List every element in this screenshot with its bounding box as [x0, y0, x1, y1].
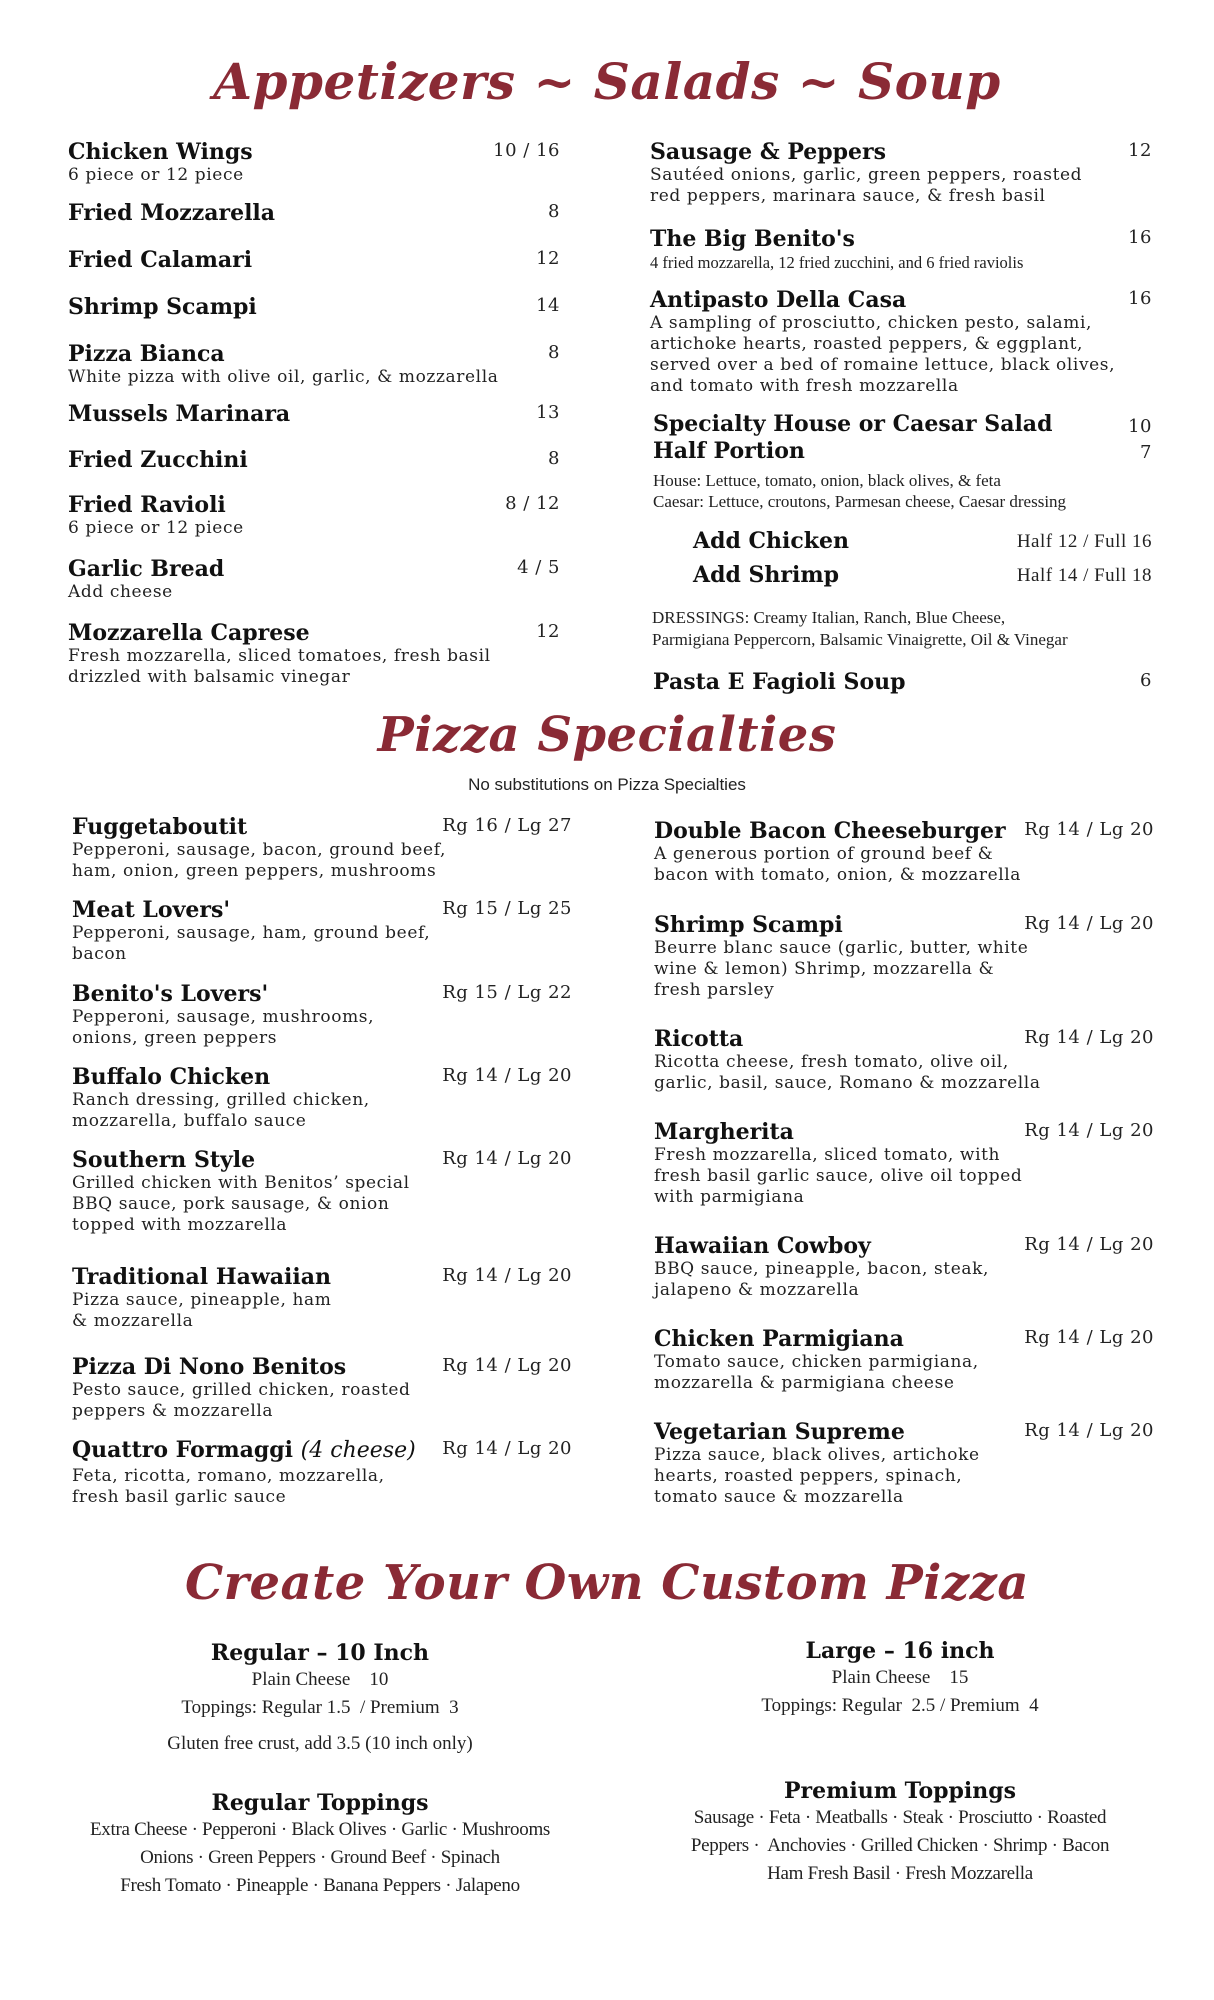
- item-price: Rg 14 / Lg 20: [442, 1438, 572, 1459]
- toppings-title: Regular Toppings: [211, 1790, 429, 1816]
- menu-item: [72, 898, 572, 965]
- menu-item: [68, 493, 560, 539]
- gluten-free-note: Gluten free crust, add 3.5 (10 inch only): [167, 1733, 473, 1754]
- item-price: Rg 14 / Lg 20: [1024, 1027, 1154, 1048]
- regular-toppings-block: [40, 1790, 600, 1900]
- item-name-extra: (4 cheese): [300, 1438, 416, 1463]
- plain-cheese-price: Plain Cheese 15: [831, 1667, 969, 1688]
- item-description: bacon with tomato, onion, & mozzarella: [654, 865, 1022, 885]
- item-description: bacon: [72, 944, 127, 964]
- item-price: 14: [536, 295, 560, 316]
- item-name: Shrimp Scampi: [68, 294, 257, 320]
- menu-item: [68, 140, 560, 186]
- item-price: Rg 14 / Lg 20: [1024, 1420, 1154, 1441]
- item-price: Rg 14 / Lg 20: [442, 1355, 572, 1376]
- item-price: 10: [1128, 416, 1152, 437]
- item-price: Rg 15 / Lg 25: [442, 898, 572, 919]
- menu-item: [654, 1327, 1154, 1394]
- item-price: Rg 14 / Lg 20: [1024, 1327, 1154, 1348]
- item-description: Ranch dressing, grilled chicken,: [72, 1090, 370, 1110]
- item-description: Feta, ricotta, romano, mozzarella,: [72, 1466, 385, 1486]
- item-description: Fresh mozzarella, sliced tomatoes, fresh basil: [68, 646, 491, 666]
- toppings-title: Premium Toppings: [783, 1778, 1017, 1804]
- section-heading-pizza: Pizza Specialties: [377, 707, 837, 763]
- item-price: 10 / 16: [493, 140, 560, 161]
- item-name: Vegetarian Supreme: [654, 1419, 905, 1445]
- item-price: Rg 16 / Lg 27: [442, 815, 572, 836]
- menu-item: [72, 1438, 572, 1508]
- item-name: Add Chicken: [693, 528, 849, 554]
- menu-item: [68, 448, 560, 473]
- item-name: Margherita: [654, 1119, 794, 1145]
- add-on-line: [650, 529, 1152, 554]
- item-name: Specialty House or Caesar Salad: [653, 411, 1053, 437]
- menu-item: [68, 342, 560, 388]
- menu-item: [72, 982, 572, 1049]
- item-description: Tomato sauce, chicken parmigiana,: [654, 1352, 979, 1372]
- menu-item: [72, 1265, 572, 1332]
- item-description: served over a bed of romaine lettuce, black olives,: [650, 355, 1116, 375]
- item-description: Pepperoni, sausage, ham, ground beef,: [72, 923, 431, 943]
- toppings-price: Toppings: Regular 2.5 / Premium 4: [761, 1695, 1039, 1716]
- item-price: 8: [548, 201, 560, 222]
- item-name: Hawaiian Cowboy: [654, 1233, 871, 1259]
- custom-large-block: [680, 1638, 1120, 1720]
- item-name-text: Quattro Formaggi: [72, 1437, 293, 1463]
- menu-item: [654, 819, 1154, 886]
- item-description: garlic, basil, sauce, Romano & mozzarella: [654, 1073, 1041, 1093]
- premium-toppings-block: [640, 1778, 1160, 1888]
- item-description: BBQ sauce, pork sausage, & onion: [72, 1194, 390, 1214]
- dressings-note: [650, 607, 1154, 651]
- menu-item: [654, 1234, 1154, 1301]
- menu-item: [650, 140, 1152, 207]
- item-description: Add cheese: [68, 582, 173, 602]
- item-description: Pizza sauce, black olives, artichoke: [654, 1445, 980, 1465]
- item-price: Rg 14 / Lg 20: [1024, 1234, 1154, 1255]
- item-description: hearts, roasted peppers, spinach,: [654, 1466, 963, 1486]
- item-price: Rg 15 / Lg 22: [442, 982, 572, 1003]
- item-name: Fuggetaboutit: [72, 814, 248, 840]
- item-name: The Big Benito's: [650, 226, 855, 252]
- item-description: topped with mozzarella: [72, 1215, 288, 1235]
- toppings-line: Sausage · Feta · Meatballs · Steak · Prosciutto · Roasted: [693, 1807, 1107, 1828]
- item-name: Chicken Parmigiana: [654, 1326, 904, 1352]
- item-description: artichoke hearts, roasted peppers, & eggplant,: [650, 334, 1084, 354]
- item-name: Meat Lovers': [72, 897, 231, 923]
- item-price: 16: [1128, 227, 1152, 248]
- menu-item: [650, 288, 1152, 397]
- menu-item: [72, 1355, 572, 1422]
- item-description: and tomato with fresh mozzarella: [650, 376, 959, 396]
- item-description: White pizza with olive oil, garlic, & mozzarella: [68, 367, 499, 387]
- item-name: Buffalo Chicken: [72, 1064, 271, 1090]
- add-on-line: [650, 563, 1152, 588]
- item-price: 8: [548, 342, 560, 363]
- item-price: Rg 14 / Lg 20: [1024, 819, 1154, 840]
- item-description: red peppers, marinara sauce, & fresh basil: [650, 186, 1046, 206]
- item-description: Grilled chicken with Benitos’ special: [72, 1173, 410, 1193]
- item-price: 7: [1140, 442, 1152, 463]
- custom-regular-block: [90, 1640, 550, 1758]
- size-title: Regular – 10 Inch: [210, 1640, 430, 1666]
- item-name: Sausage & Peppers: [650, 139, 887, 165]
- item-name: Traditional Hawaiian: [72, 1264, 332, 1290]
- toppings-line: Ham Fresh Basil · Fresh Mozzarella: [767, 1863, 1033, 1884]
- item-name: Double Bacon Cheeseburger: [654, 818, 1006, 844]
- item-name: Fried Calamari: [68, 247, 253, 273]
- item-description: fresh basil garlic sauce, olive oil topped: [654, 1166, 1023, 1186]
- item-description: mozzarella & parmigiana cheese: [654, 1373, 955, 1393]
- menu-item: [654, 1027, 1154, 1094]
- item-description: House: Lettuce, tomato, onion, black olives, & feta: [653, 471, 1001, 490]
- item-name: Shrimp Scampi: [654, 912, 843, 938]
- item-description: 6 piece or 12 piece: [68, 518, 244, 538]
- dressings-line: Parmigiana Peppercorn, Balsamic Vinaigrette, Oil & Vinegar: [652, 630, 1068, 649]
- item-name: Pasta E Fagioli Soup: [653, 669, 906, 695]
- item-description: BBQ sauce, pineapple, bacon, steak,: [654, 1259, 990, 1279]
- menu-item: [654, 913, 1154, 1001]
- item-price: 16: [1128, 288, 1152, 309]
- item-name: Pizza Di Nono Benitos: [72, 1354, 347, 1380]
- item-description: 6 piece or 12 piece: [68, 165, 244, 185]
- item-description: tomato sauce & mozzarella: [654, 1487, 904, 1507]
- menu-item: [68, 621, 560, 688]
- toppings-line: Extra Cheese · Pepperoni · Black Olives · Garlic · Mushrooms: [89, 1819, 551, 1840]
- item-price: 8: [548, 448, 560, 469]
- toppings-price: Toppings: Regular 1.5 / Premium 3: [181, 1697, 459, 1718]
- item-price: 12: [536, 621, 560, 642]
- item-name: Fried Zucchini: [68, 447, 248, 473]
- item-name: Ricotta: [654, 1026, 744, 1052]
- item-name: Southern Style: [72, 1147, 256, 1173]
- menu-item: [68, 402, 560, 427]
- item-price: 6: [1140, 670, 1152, 691]
- item-price: Rg 14 / Lg 20: [442, 1265, 572, 1286]
- item-name: Chicken Wings: [68, 139, 253, 165]
- item-description: 4 fried mozzarella, 12 fried zucchini, and 6 fried raviolis: [650, 253, 1024, 272]
- section-heading-appetizers: Appetizers ~ Salads ~ Soup: [213, 52, 1001, 111]
- item-name: Fried Ravioli: [68, 492, 226, 518]
- menu-item: [68, 201, 560, 226]
- section-heading-custom: Create Your Own Custom Pizza: [184, 1555, 1030, 1611]
- item-price: Rg 14 / Lg 20: [1024, 1120, 1154, 1141]
- menu-item: [650, 227, 1152, 273]
- dressings-line: DRESSINGS: Creamy Italian, Ranch, Blue Cheese,: [652, 608, 1006, 627]
- item-description: Ricotta cheese, fresh tomato, olive oil,: [654, 1052, 1009, 1072]
- item-description: Caesar: Lettuce, croutons, Parmesan cheese, Caesar dressing: [653, 492, 1067, 511]
- plain-cheese-price: Plain Cheese 10: [251, 1669, 389, 1690]
- item-description: ham, onion, green peppers, mushrooms: [72, 861, 437, 881]
- item-price: 4 / 5: [517, 557, 560, 578]
- toppings-line: Peppers · Anchovies · Grilled Chicken · Shrimp · Bacon: [690, 1835, 1110, 1856]
- item-description: mozzarella, buffalo sauce: [72, 1111, 307, 1131]
- item-price: 8 / 12: [505, 493, 560, 514]
- item-description: Pepperoni, sausage, bacon, ground beef,: [72, 840, 446, 860]
- item-price: Rg 14 / Lg 20: [442, 1065, 572, 1086]
- menu-item: [72, 1148, 572, 1236]
- item-price: 12: [536, 248, 560, 269]
- item-description: fresh parsley: [654, 980, 775, 1000]
- item-price: Half 14 / Full 18: [1016, 565, 1152, 586]
- item-price: Rg 14 / Lg 20: [1024, 913, 1154, 934]
- item-name: Add Shrimp: [693, 562, 839, 588]
- toppings-line: Fresh Tomato · Pineapple · Banana Peppers · Jalapeno: [120, 1875, 520, 1896]
- item-description: Pesto sauce, grilled chicken, roasted: [72, 1380, 411, 1400]
- item-name: Fried Mozzarella: [68, 200, 276, 226]
- item-name: Pizza Bianca: [68, 341, 225, 367]
- menu-item: [654, 1120, 1154, 1208]
- item-description: peppers & mozzarella: [72, 1401, 274, 1421]
- item-name: Garlic Bread: [68, 556, 225, 582]
- item-price: 12: [1128, 140, 1152, 161]
- menu-item: [654, 1420, 1154, 1508]
- item-description: Sautéed onions, garlic, green peppers, roasted: [650, 165, 1083, 185]
- menu-item: [72, 815, 572, 882]
- item-name: Antipasto Della Casa: [650, 287, 907, 313]
- item-description: wine & lemon) Shrimp, mozzarella &: [654, 959, 995, 979]
- menu-item: [68, 248, 560, 273]
- item-name: Mussels Marinara: [68, 401, 291, 427]
- item-description: & mozzarella: [72, 1311, 194, 1331]
- item-name: Benito's Lovers': [72, 981, 269, 1007]
- item-description: A sampling of prosciutto, chicken pesto, salami,: [650, 313, 1093, 333]
- item-description: fresh basil garlic sauce: [72, 1487, 287, 1507]
- menu-item: [650, 670, 1152, 695]
- item-price: Half 12 / Full 16: [1016, 531, 1152, 552]
- toppings-line: Onions · Green Peppers · Ground Beef · Spinach: [140, 1847, 500, 1868]
- item-description: drizzled with balsamic vinegar: [68, 667, 351, 687]
- pizza-note: No substitutions on Pizza Specialties: [468, 775, 746, 794]
- item-name: Half Portion: [653, 438, 805, 464]
- size-title: Large – 16 inch: [805, 1638, 995, 1664]
- menu-item: [650, 412, 1152, 512]
- item-description: with parmigiana: [654, 1187, 805, 1207]
- item-description: onions, green peppers: [72, 1028, 278, 1048]
- item-description: A generous portion of ground beef &: [654, 844, 994, 864]
- item-name: Mozzarella Caprese: [68, 620, 310, 646]
- menu-item: [72, 1065, 572, 1132]
- item-description: Pepperoni, sausage, mushrooms,: [72, 1007, 375, 1027]
- item-description: Pizza sauce, pineapple, ham: [72, 1290, 332, 1310]
- item-price: Rg 14 / Lg 20: [442, 1148, 572, 1169]
- item-description: Fresh mozzarella, sliced tomato, with: [654, 1145, 1001, 1165]
- menu-item: [68, 295, 560, 320]
- item-description: Beurre blanc sauce (garlic, butter, white: [654, 938, 1029, 958]
- item-price: 13: [536, 402, 560, 423]
- item-description: jalapeno & mozzarella: [654, 1280, 860, 1300]
- menu-item: [68, 557, 560, 603]
